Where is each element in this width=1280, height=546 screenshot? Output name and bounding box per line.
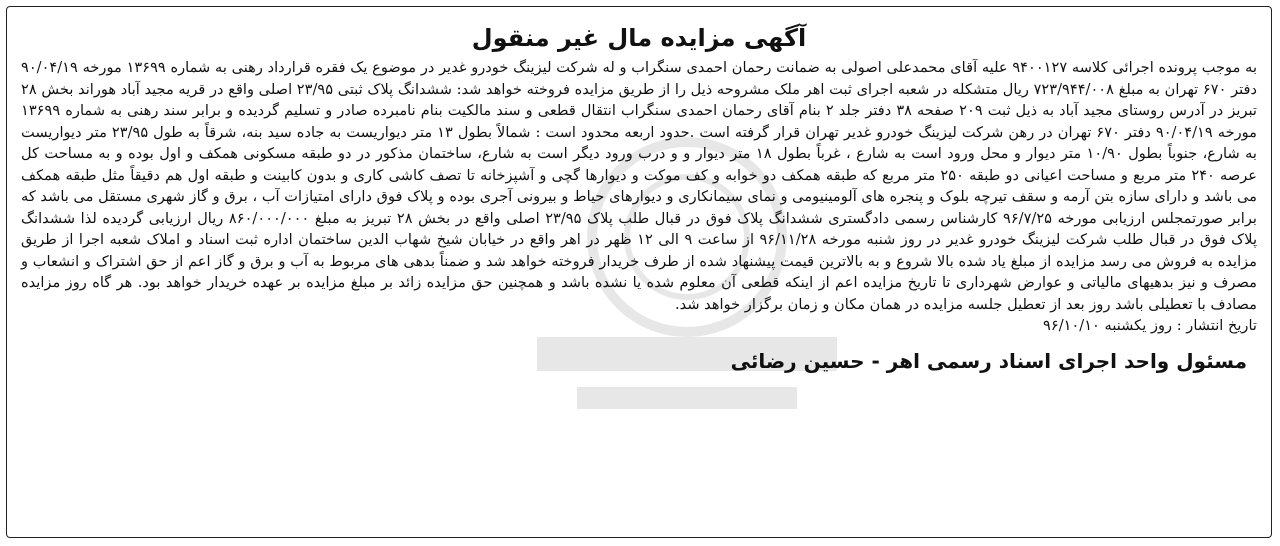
- notice-body: به موجب پرونده اجرائی کلاسه ۹۴۰۰۱۲۷ علیه آقای محمدعلی اصولی به ضمانت رحمان احمدی سنگراب و له شرکت لیزینگ خودرو غدیر در موضوع یک فقره قرارداد رهنی به شماره ۱۳۶۹۹ مورخه ۹۰/۰۴/۱۹ دفتر ۶۷۰ تهران به مبلغ ۷۲۳/۹۴۴/۰۰۸ ریال متشکله در شعبه اجرای ثبت اهر ملک مشروحه ذیل را از طریق مزایده فروخته خواهد شد: ششدانگ پلاک ثبتی ۲۳/۹۵ اصلی واقع در قریه مجید آباد هوراند بخش ۲۸ تبریز در آدرس روستای مجید آباد به ذیل ثبت ۲۰۹ صفحه ۳۸ دفتر جلد ۲ بنام آقای رحمان احمدی سنگراب انتقال قطعی و سند مالکیت بنام نامبرده صادر و تسلیم گردیده و برابر سند رهنی به شماره ۱۳۶۹۹ مورخه ۹۰/۰۴/۱۹ دفتر ۶۷۰ تهران در رهن شرکت لیزینگ خودرو غدیر تهران قرار گرفته است .حدود اربعه محدود است : شمالاً بطول ۱۳ متر دیواریست به جاده سید بنه، شرقاً به طول ۲۳/۹۵ متر دیواریست به شارع، جنوباً بطول ۱۰/۹۰ متر دیوار و محل ورود است به شارع ، غرباً بطول ۱۸ متر دیوار و و درب ورود دیگر است به شارع، ساختمان مذکور در دو طبقه مسکونی همکف و اول بوده و به مساحت کل عرصه ۲۴۰ متر مربع و مساحت اعیانی دو طبقه ۲۵۰ متر مربع که طبقه همکف دو خوابه و کف موکت و دیوارها گچی و آشپزخانه تا تصف کاشی کاری و بدون کابینت و طبقه اول هم دقیقاً مثل طبقه همکف می باشد و دارای سازه بتن آرمه و سقف تیرچه بلوک و پنجره های آلومینیومی و نمای سیمانکاری و دیوارهای حیاط و بیرونی آجری بوده و پلاک فوق دارای امتیازات آب ، برق و گاز شهری مستقل می باشد که برابر صورتمجلس ارزیابی مورخه ۹۶/۷/۲۵ کارشناس رسمی دادگستری ششدانگ پلاک فوق در قبال طلب پلاک ۲۳/۹۵ اصلی واقع در بخش ۲۸ تبریز به مبلغ ۸۶۰/۰۰۰/۰۰۰ ریال ارزیابی گردیده لذا ششدانگ پلاک فوق در قبال طلب شرکت لیزینگ خودرو غدیر در روز شنبه مورخه ۹۶/۱۱/۲۸ از ساعت ۹ الی ۱۲ ظهر در اهر واقع در خیابان شیخ شهاب الدین ساختمان اداره ثبت اسناد و املاک شعبه اجرا از طریق مزایده به فروش می رسد مزایده از مبلغ یاد شده بالا شروع و به بالاترین قیمت پیشنهاد شده از طرف خریدار فروخته خواهد شد و ضمناً بدهی های مربوط به آب و برق و گاز اعم از حق اشتراک و انشعاب و مصرف و نیز بدهیهای مالیاتی و عوارض شهرداری تا تاریخ مزایده اعم از اینکه قطعی آن معلوم شده یا نشده باشد و همچنین حق مزایده زائد بر مبلغ مزایده بر عهده خریدار خواهد بود. هر گاه روز مزایده مصادف با تعطیلی باشد روز بعد از تعطیل جلسه مزایده در همان مکان و زمان برگزار خواهد شد.: [21, 59, 1258, 313]
- notice-title: آگهی مزایده مال غیر منقول: [471, 24, 807, 52]
- signature-line: مسئول واحد اجرای اسناد رسمی اهر - حسین رضائی: [730, 348, 1247, 373]
- notice-frame: [6, 6, 1272, 538]
- publication-date: تاریخ انتشار : روز یکشنبه ۹۶/۱۰/۱۰: [1043, 317, 1257, 334]
